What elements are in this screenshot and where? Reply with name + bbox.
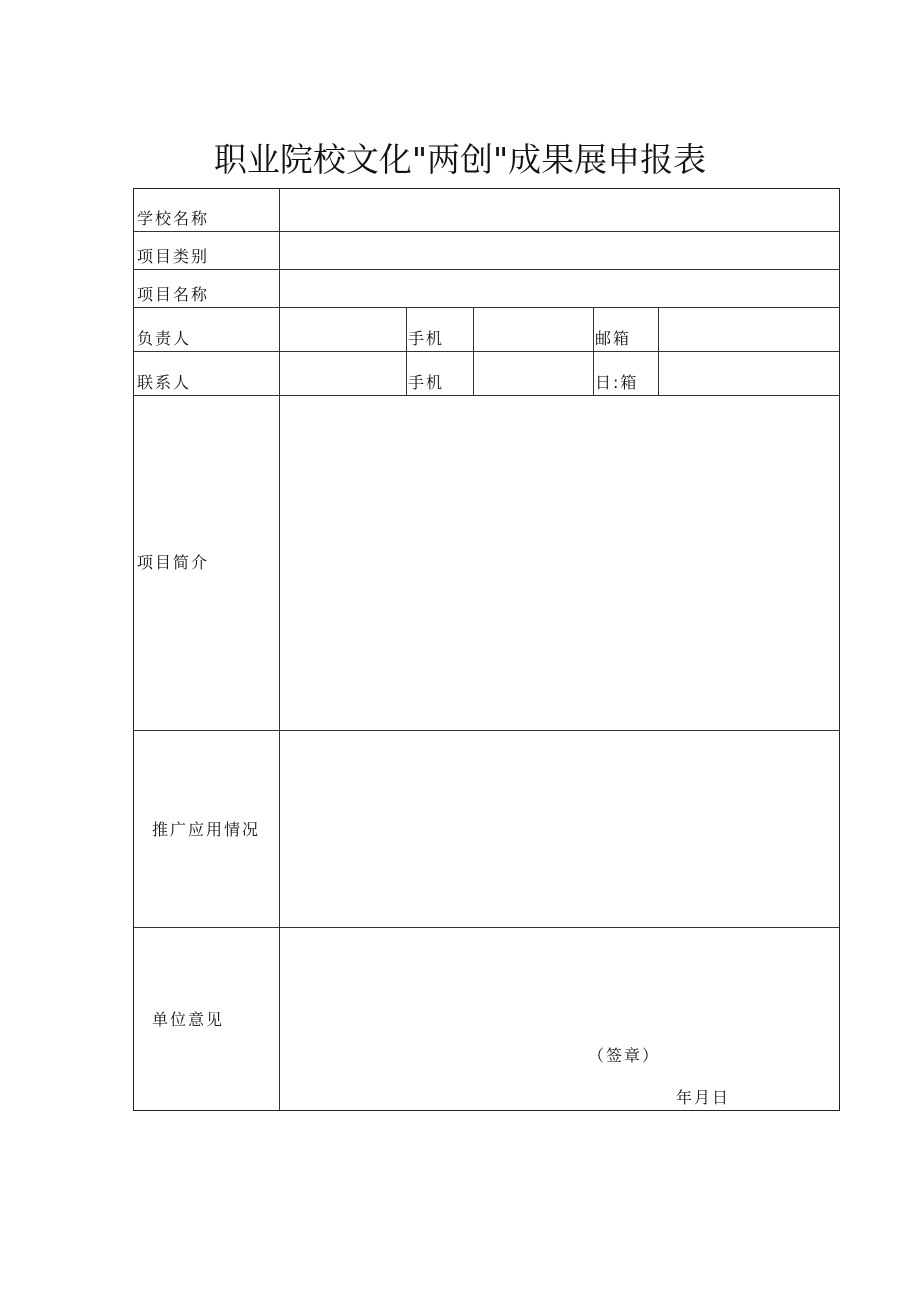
column-divider — [406, 307, 407, 395]
row-divider — [134, 269, 839, 270]
row-divider — [134, 927, 839, 928]
column-divider — [658, 307, 659, 395]
promotion-label: 推广应用情况 — [152, 820, 261, 839]
leader-label: 负责人 — [137, 329, 192, 348]
row-divider — [134, 730, 839, 731]
contact-email-label: 日:箱 — [595, 373, 639, 392]
leader-email-label: 邮箱 — [595, 329, 632, 348]
date-label: 年月日 — [676, 1088, 731, 1107]
row-divider — [134, 231, 839, 232]
contact-label: 联系人 — [137, 373, 192, 392]
leader-phone-label: 手机 — [408, 329, 445, 348]
label-column-divider — [279, 189, 280, 1110]
project-name-label: 项目名称 — [137, 285, 210, 304]
row-divider — [134, 351, 839, 352]
seal-label: （签章） — [588, 1046, 661, 1065]
contact-phone-label: 手机 — [408, 373, 445, 392]
column-divider — [473, 307, 474, 395]
form-title: 职业院校文化"两创"成果展申报表 — [213, 140, 707, 179]
column-divider — [593, 307, 594, 395]
application-form-table — [133, 188, 840, 1111]
project-intro-label: 项目简介 — [137, 553, 210, 572]
project-category-label: 项目类别 — [137, 247, 210, 266]
row-divider — [134, 395, 839, 396]
row-divider — [134, 307, 839, 308]
unit-opinion-label: 单位意见 — [152, 1010, 225, 1029]
school-name-label: 学校名称 — [137, 209, 210, 228]
